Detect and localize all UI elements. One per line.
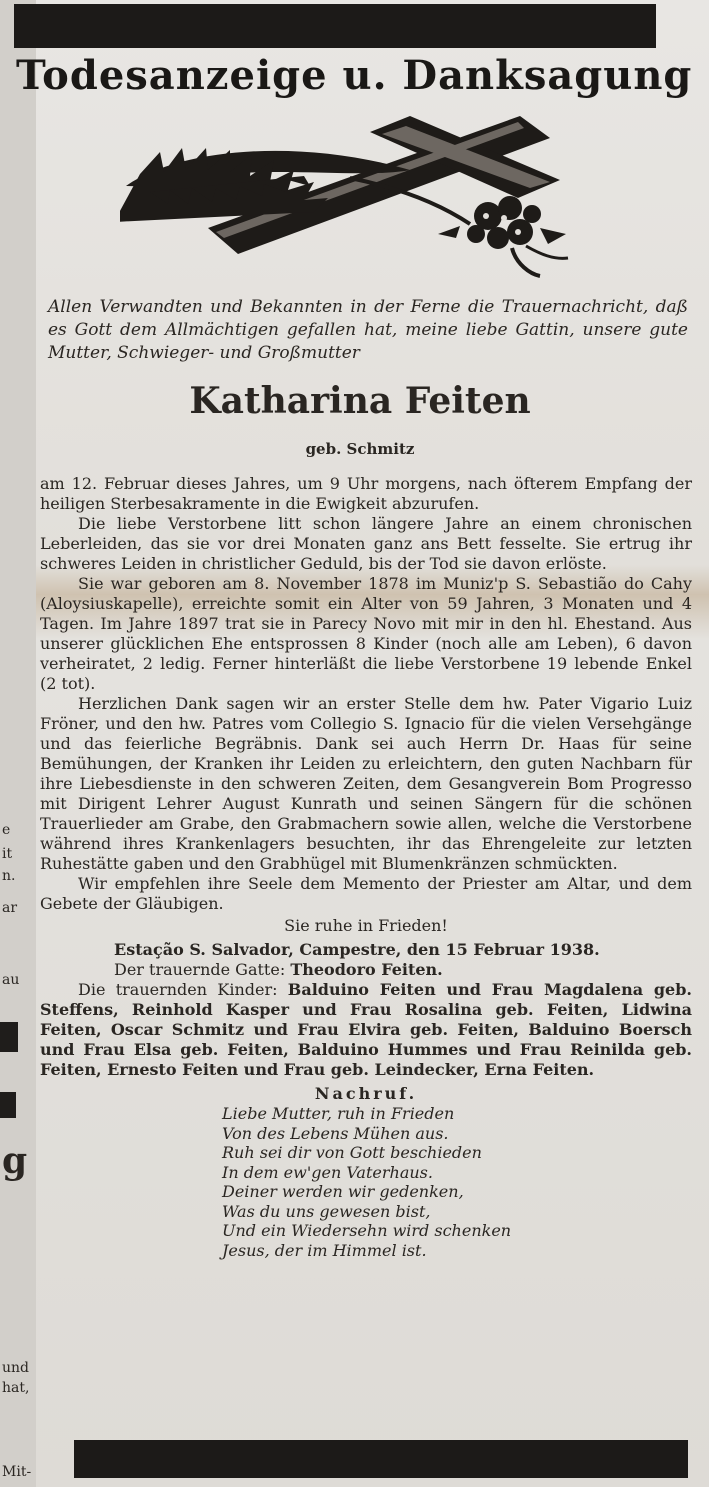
announcement-body — [40, 456, 692, 1260]
top-black-rule — [14, 4, 656, 48]
children-line — [40, 980, 692, 1080]
poem-line: Was du uns gewesen bist, — [222, 1201, 431, 1221]
husband-name: Theodoro Feiten. — [290, 960, 443, 979]
margin-rule — [0, 1022, 18, 1052]
poem-line: Liebe Mutter, ruh in Frieden — [222, 1104, 455, 1123]
poem-line: Und ein Wiedersehn wird schenken — [222, 1221, 512, 1240]
margin-fragment: it — [2, 846, 13, 862]
poem-line: Ruh sei dir von Gott beschieden — [222, 1143, 482, 1162]
maiden-name: geb. Schmitz — [305, 440, 415, 458]
flower-bouquet-icon — [438, 196, 568, 276]
rest-in-peace: Sie ruhe in Frieden! — [284, 916, 448, 935]
margin-fragment: au — [2, 972, 20, 988]
margin-fragment: g — [2, 1140, 28, 1182]
margin-rule — [0, 1092, 16, 1118]
thanks-paragraph: Herzlichen Dank sagen wir an erster Stelle dem hw. Pater Vigario Luiz Fröner, und den hw. Patres vom Collegio S. Ignacio für die vielen Versehgänge und das feierliche Begräbnis. Dank sei auch Herrn Dr. Haas für seine Bemühungen, der Kranken ihr Leiden zu erleichtern, den guten Nachbarn für ihre Liebesdienste in den schweren Zeiten, dem Gesangverein Bom Progresso mit Dirigent Lehrer August Kunrath und seinen Sängern für die schönen Trauerlieder am Grabe, den Grabmachern sowie allen, welche die Verstorbene während ihres Krankenlagers besuchten, ihr das Ehrengeleite zur letzten Ruhestätte gaben und den Grabhügel mit Blumenkränzen schmückten. — [40, 694, 692, 873]
intro-paragraph: Allen Verwandten und Bekannten in der Ferne die Trauernachricht, daß es Gott dem Allmächtigen gefallen hat, meine liebe Gattin, unsere gute Mutter, Schwieger- und Großmutter — [48, 297, 688, 363]
margin-fragment: n. — [2, 868, 16, 884]
illness-paragraph: Die liebe Verstorbene litt schon längere Jahre an einem chronischen Leberleiden, das sie vor drei Monaten ganz ans Bett fesselte. Sie ertrug ihr schweres Leiden in christlicher Geduld, bis der Tod sie davon erlöste. — [40, 514, 692, 573]
poem-line: In dem ew'gen Vaterhaus. — [222, 1162, 433, 1182]
margin-fragment: und — [2, 1360, 29, 1376]
prayer-paragraph: Wir empfehlen ihre Seele dem Memento der Priester am Altar, und dem Gebete der Gläubigen. — [40, 874, 692, 913]
deceased-name: Katharina Feiten — [189, 380, 531, 422]
memorial-poem — [222, 1104, 692, 1260]
place-and-date: Estação S. Salvador, Campestre, den 15 Februar 1938. — [114, 940, 600, 959]
page-title: Todesanzeige u. Danksagung — [16, 52, 693, 99]
children-label: Die trauernden Kinder: — [78, 980, 278, 999]
margin-fragment: Mit- — [2, 1464, 32, 1480]
poem-line: Deiner werden wir gedenken, — [222, 1182, 464, 1201]
death-paragraph: am 12. Februar dieses Jahres, um 9 Uhr morgens, nach öfterem Empfang der heiligen Sterbesakramente in die Ewigkeit abzurufen. — [40, 474, 692, 513]
margin-fragment: e — [2, 822, 11, 838]
adjacent-column — [0, 0, 36, 1487]
poem-line: Von des Lebens Mühen aus. — [222, 1123, 449, 1143]
husband-line — [40, 960, 692, 980]
bottom-black-rule — [74, 1440, 688, 1478]
husband-label: Der trauernde Gatte: — [114, 960, 286, 979]
children-names: Balduino Feiten und Frau Magdalena geb. Steffens, Reinhold Kasper und Frau Rosalina geb. Feiten, Lidwina Feiten, Oscar Schmitz und Frau Elvira geb. Feiten, Balduino Boersch und Frau Elsa geb. Feiten, Balduino Hummes und Frau Reinilda geb. Feiten, Ernesto Feiten und Frau geb. Leindecker, Erna Feiten. — [40, 980, 692, 1079]
palm-cross-emblem — [120, 108, 580, 288]
margin-fragment: ar — [2, 900, 18, 916]
margin-fragment: hat, — [2, 1380, 30, 1396]
nachruf-heading: Nachruf. — [314, 1084, 418, 1103]
biography-paragraph: Sie war geboren am 8. November 1878 im Muniz'p S. Sebastião do Cahy (Aloysiuskapelle), erreichte somit ein Alter von 59 Jahren, 3 Monaten und 4 Tagen. Im Jahre 1897 trat sie in Parecy Novo mit mir in den hl. Ehestand. Aus unserer glücklichen Ehe entsprossen 8 Kinder (noch alle am Leben), 6 davon verheiratet, 2 ledig. Ferner hinterläßt die liebe Verstorbene 19 lebende Enkel (2 tot). — [40, 574, 692, 693]
poem-line: Jesus, der im Himmel ist. — [222, 1240, 427, 1260]
